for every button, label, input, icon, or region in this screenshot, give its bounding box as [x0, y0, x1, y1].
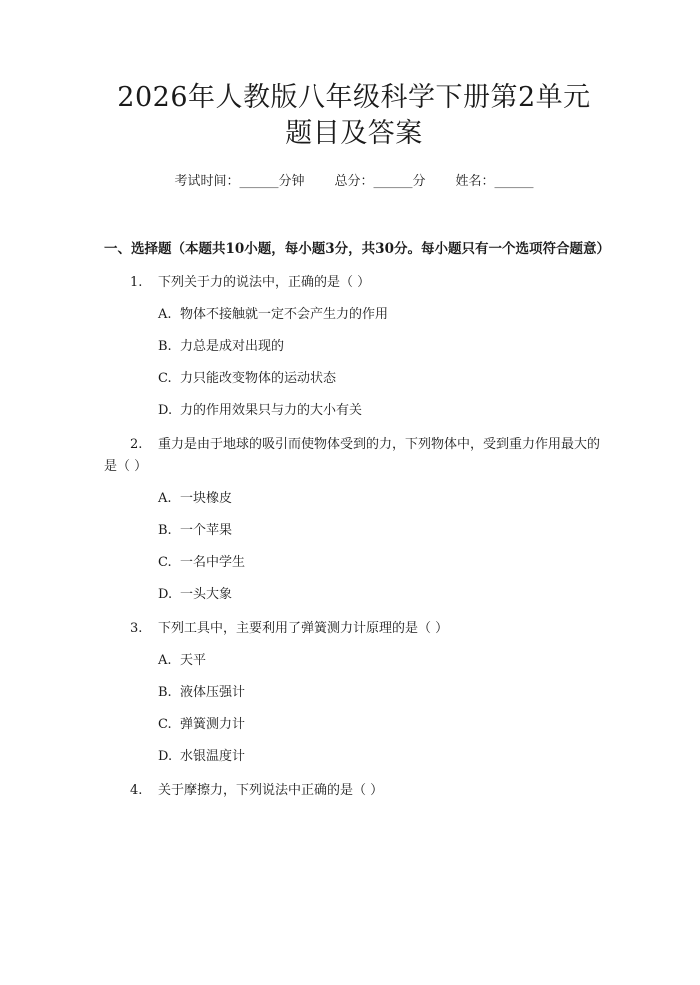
option-text: 弹簧测力计 [180, 717, 246, 732]
option-b [104, 336, 604, 358]
option-letter: A. [158, 491, 172, 506]
option-text: 一名中学生 [180, 555, 246, 570]
question-number: 1. [130, 275, 143, 290]
time-label: 考试时间： [174, 174, 240, 189]
question-number: 4. [130, 783, 143, 798]
option-text: 一个苹果 [180, 523, 233, 538]
question-text: 重力是由于地球的吸引而使物体受到的力，下列物体中，受到重力作用最大的是（ ） [104, 437, 601, 474]
option-text: 水银温度计 [180, 749, 246, 764]
question-number: 2. [130, 437, 143, 452]
option-letter: B. [158, 523, 172, 538]
question-4 [104, 780, 604, 802]
document-page [0, 80, 700, 985]
option-letter: D. [158, 587, 173, 602]
option-c [104, 552, 604, 574]
question-3-options [104, 650, 604, 768]
question-text: 下列工具中，主要利用了弹簧测力计原理的是（ ） [158, 621, 449, 636]
option-text: 力总是成对出现的 [180, 339, 285, 354]
question-text: 关于摩擦力，下列说法中正确的是（ ） [158, 783, 384, 798]
score-label: 总分： [334, 174, 374, 189]
option-a [104, 304, 604, 326]
question-1 [104, 272, 604, 294]
option-letter: A. [158, 307, 172, 322]
option-letter: D. [158, 749, 173, 764]
option-b [104, 682, 604, 704]
question-2-options [104, 488, 604, 606]
option-c [104, 368, 604, 390]
score-unit: 分 [412, 174, 426, 189]
option-text: 物体不接触就一定不会产生力的作用 [180, 307, 389, 322]
option-letter: D. [158, 403, 173, 418]
option-text: 一块橡皮 [180, 491, 233, 506]
document-title: 2026年人教版八年级科学下册第2单元题目及答案 [117, 82, 591, 149]
name-label: 姓名： [455, 174, 495, 189]
option-letter: C. [158, 555, 172, 570]
question-1-options [104, 304, 604, 422]
option-d [104, 400, 604, 422]
option-text: 天平 [180, 653, 207, 668]
question-2 [104, 434, 604, 478]
option-letter: A. [158, 653, 172, 668]
option-text: 一头大象 [180, 587, 233, 602]
section-heading: 一、选择题（本题共10小题，每小题3分，共30分。每小题只有一个选项符合题意） [104, 241, 610, 257]
option-letter: B. [158, 339, 172, 354]
question-text: 下列关于力的说法中，正确的是（ ） [158, 275, 371, 290]
option-d [104, 584, 604, 606]
question-3 [104, 618, 604, 640]
option-letter: C. [158, 717, 172, 732]
option-text: 力的作用效果只与力的大小有关 [180, 403, 363, 418]
score-blank: ______ [373, 174, 413, 189]
option-letter: B. [158, 685, 172, 700]
question-number: 3. [130, 621, 143, 636]
option-a [104, 488, 604, 510]
option-b [104, 520, 604, 542]
option-c [104, 714, 604, 736]
time-unit: 分钟 [278, 174, 305, 189]
option-d [104, 746, 604, 768]
option-text: 液体压强计 [180, 685, 246, 700]
option-text: 力只能改变物体的运动状态 [180, 371, 337, 386]
option-a [104, 650, 604, 672]
time-blank: ______ [239, 174, 279, 189]
exam-info [104, 172, 604, 192]
name-blank: ______ [494, 174, 534, 189]
option-letter: C. [158, 371, 172, 386]
